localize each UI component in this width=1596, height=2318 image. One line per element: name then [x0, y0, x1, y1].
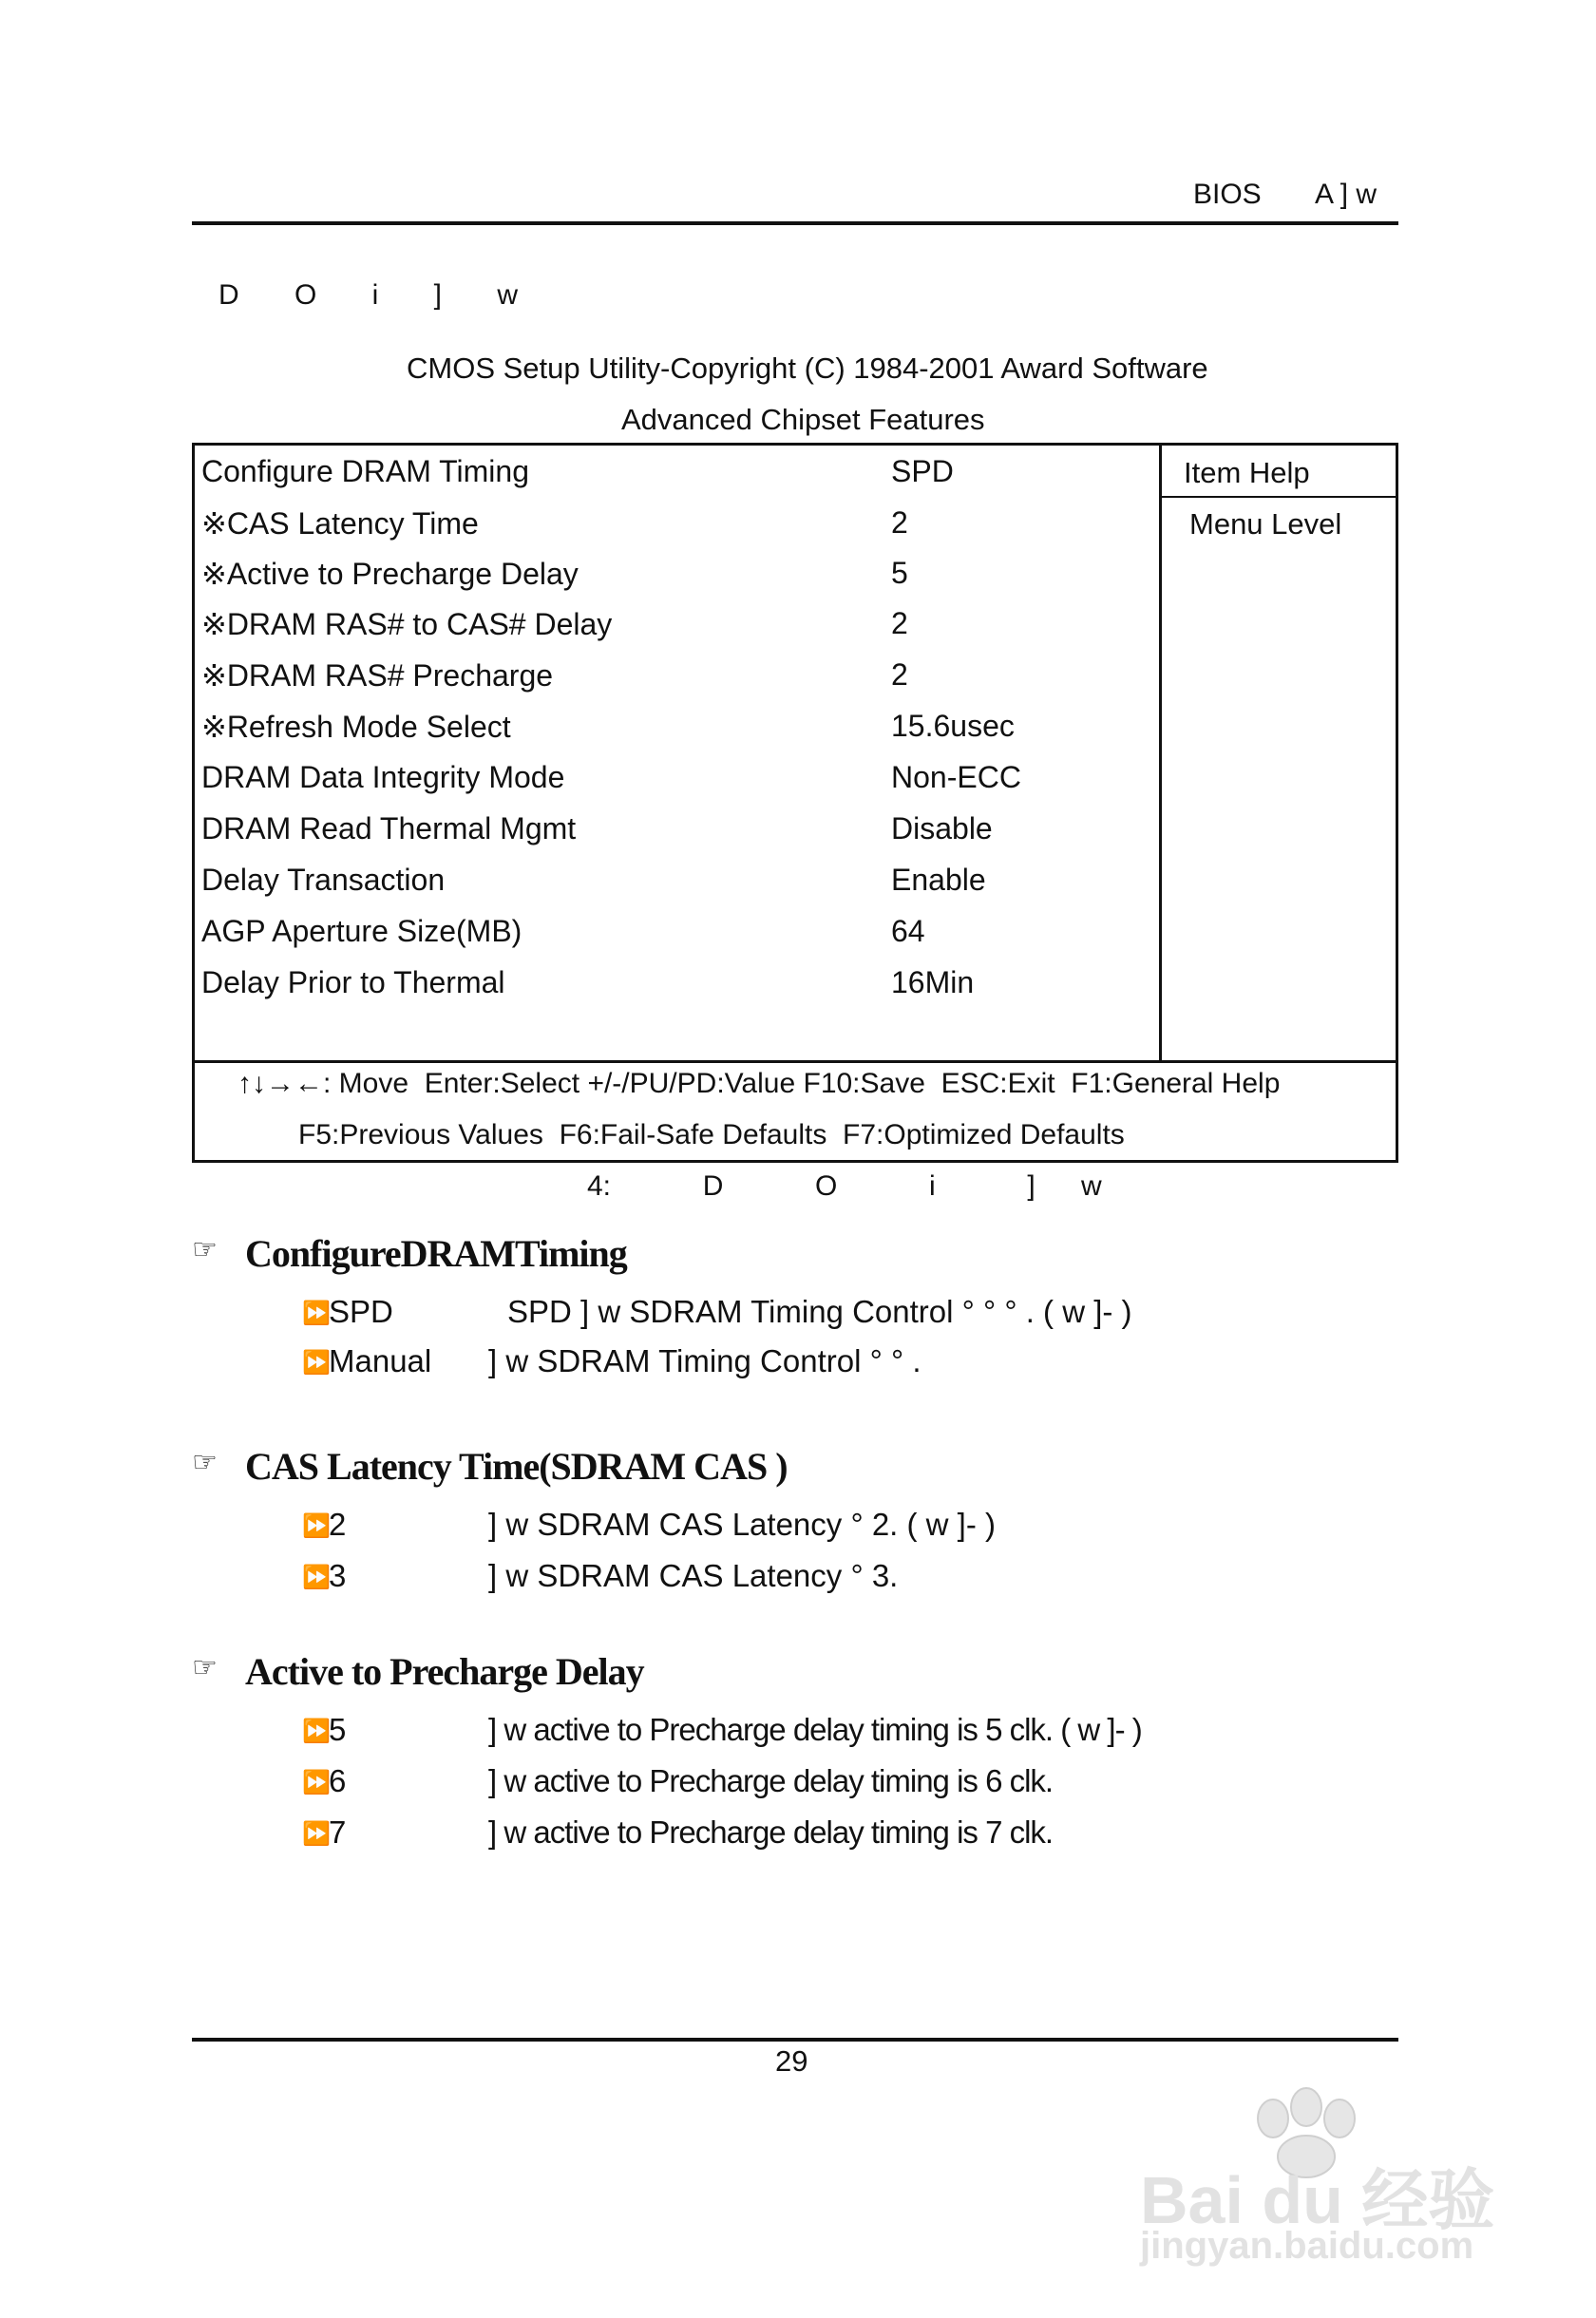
- footer-divider: [192, 2038, 1398, 2042]
- setting-label[interactable]: ※DRAM RAS# Precharge: [201, 658, 554, 693]
- double-arrow-icon: ⏩: [302, 1719, 331, 1744]
- setting-label[interactable]: ※DRAM RAS# to CAS# Delay: [201, 607, 613, 641]
- setting-label[interactable]: DRAM Data Integrity Mode: [201, 760, 565, 794]
- item-help-heading: Item Help: [1184, 456, 1310, 489]
- option-desc: ] w active to Precharge delay timing is 7 clk.: [488, 1814, 1054, 1850]
- option-key: 5: [329, 1712, 347, 1747]
- option-key: 3: [329, 1558, 347, 1593]
- double-arrow-icon: ⏩: [302, 1513, 331, 1539]
- double-arrow-icon: ⏩: [302, 1350, 331, 1376]
- bios-column-divider: [1159, 443, 1162, 1062]
- pointing-hand-icon: ☞: [192, 1234, 218, 1265]
- watermark-url: jingyan.baidu.com: [1140, 2225, 1474, 2267]
- section-title: Active to Precharge Delay: [245, 1650, 644, 1693]
- bios-key-legend: ↑↓→←: Move Enter:Select +/-/PU/PD:Value F10:Save ESC:Exit F1:General Help: [238, 1068, 1281, 1099]
- setting-value[interactable]: 64: [891, 914, 925, 948]
- figure-caption-bottom: 4: D O i ] w: [587, 1170, 1102, 1202]
- setting-value[interactable]: SPD: [891, 454, 954, 488]
- double-arrow-icon: ⏩: [302, 1770, 331, 1796]
- setting-value[interactable]: 2: [891, 606, 908, 640]
- figure-caption-top: D O i ] w: [218, 279, 519, 311]
- section-title: ConfigureDRAMTiming: [245, 1232, 627, 1275]
- option-key: 2: [329, 1507, 347, 1542]
- setting-value[interactable]: Disable: [891, 811, 993, 846]
- pointing-hand-icon: ☞: [192, 1447, 218, 1478]
- watermark-brand: Bai du 经验: [1140, 2163, 1495, 2237]
- setting-label[interactable]: ※CAS Latency Time: [201, 506, 479, 541]
- double-arrow-icon: ⏩: [302, 1301, 331, 1326]
- setting-value[interactable]: 16Min: [891, 965, 975, 999]
- option-key: 7: [329, 1814, 347, 1850]
- help-header-divider: [1161, 496, 1398, 498]
- double-arrow-icon: ⏩: [302, 1821, 331, 1847]
- setting-label[interactable]: Delay Transaction: [201, 863, 446, 897]
- header-left: BIOS: [1193, 179, 1262, 210]
- baidu-watermark: [1130, 2080, 1510, 2280]
- setting-label[interactable]: Configure DRAM Timing: [201, 454, 529, 488]
- setting-value[interactable]: Enable: [891, 863, 986, 897]
- header-divider: [192, 221, 1398, 225]
- setting-label[interactable]: DRAM Read Thermal Mgmt: [201, 811, 577, 846]
- option-desc: ] w active to Precharge delay timing is 6 clk.: [488, 1763, 1054, 1798]
- setting-value[interactable]: Non-ECC: [891, 760, 1021, 794]
- header-right: A ] w: [1315, 179, 1378, 210]
- bios-title: CMOS Setup Utility-Copyright (C) 1984-2001 Award Software: [407, 352, 1208, 385]
- setting-label[interactable]: Delay Prior to Thermal: [201, 965, 505, 999]
- option-desc: ] w active to Precharge delay timing is 5 clk. ( w ]- ): [488, 1712, 1142, 1747]
- menu-level-text: Menu Level: [1189, 507, 1342, 541]
- pointing-hand-icon: ☞: [192, 1652, 218, 1683]
- setting-value[interactable]: 2: [891, 505, 908, 540]
- bios-screen: [192, 443, 1398, 1163]
- bios-key-legend-2: F5:Previous Values F6:Fail-Safe Defaults F7:Optimized Defaults: [298, 1119, 1125, 1150]
- option-desc: ] w SDRAM CAS Latency ° 2. ( w ]- ): [488, 1507, 996, 1542]
- setting-value[interactable]: 5: [891, 556, 908, 590]
- page-number: 29: [775, 2044, 808, 2078]
- setting-label[interactable]: ※Active to Precharge Delay: [201, 557, 579, 591]
- bios-footer-divider: [192, 1060, 1398, 1063]
- option-desc: SPD ] w SDRAM Timing Control ° ° ° . ( w ]- ): [507, 1294, 1132, 1329]
- setting-value[interactable]: 2: [891, 657, 908, 692]
- option-key: Manual: [329, 1343, 432, 1378]
- section-title: CAS Latency Time(SDRAM CAS ): [245, 1445, 788, 1488]
- option-desc: ] w SDRAM CAS Latency ° 3.: [488, 1558, 899, 1593]
- option-key: SPD: [329, 1294, 393, 1329]
- option-desc: ] w SDRAM Timing Control ° ° .: [488, 1343, 922, 1378]
- option-key: 6: [329, 1763, 347, 1798]
- setting-label[interactable]: ※Refresh Mode Select: [201, 710, 511, 744]
- setting-label[interactable]: AGP Aperture Size(MB): [201, 914, 522, 948]
- setting-value[interactable]: 15.6usec: [891, 709, 1015, 743]
- double-arrow-icon: ⏩: [302, 1565, 331, 1590]
- bios-subtitle: Advanced Chipset Features: [621, 403, 985, 436]
